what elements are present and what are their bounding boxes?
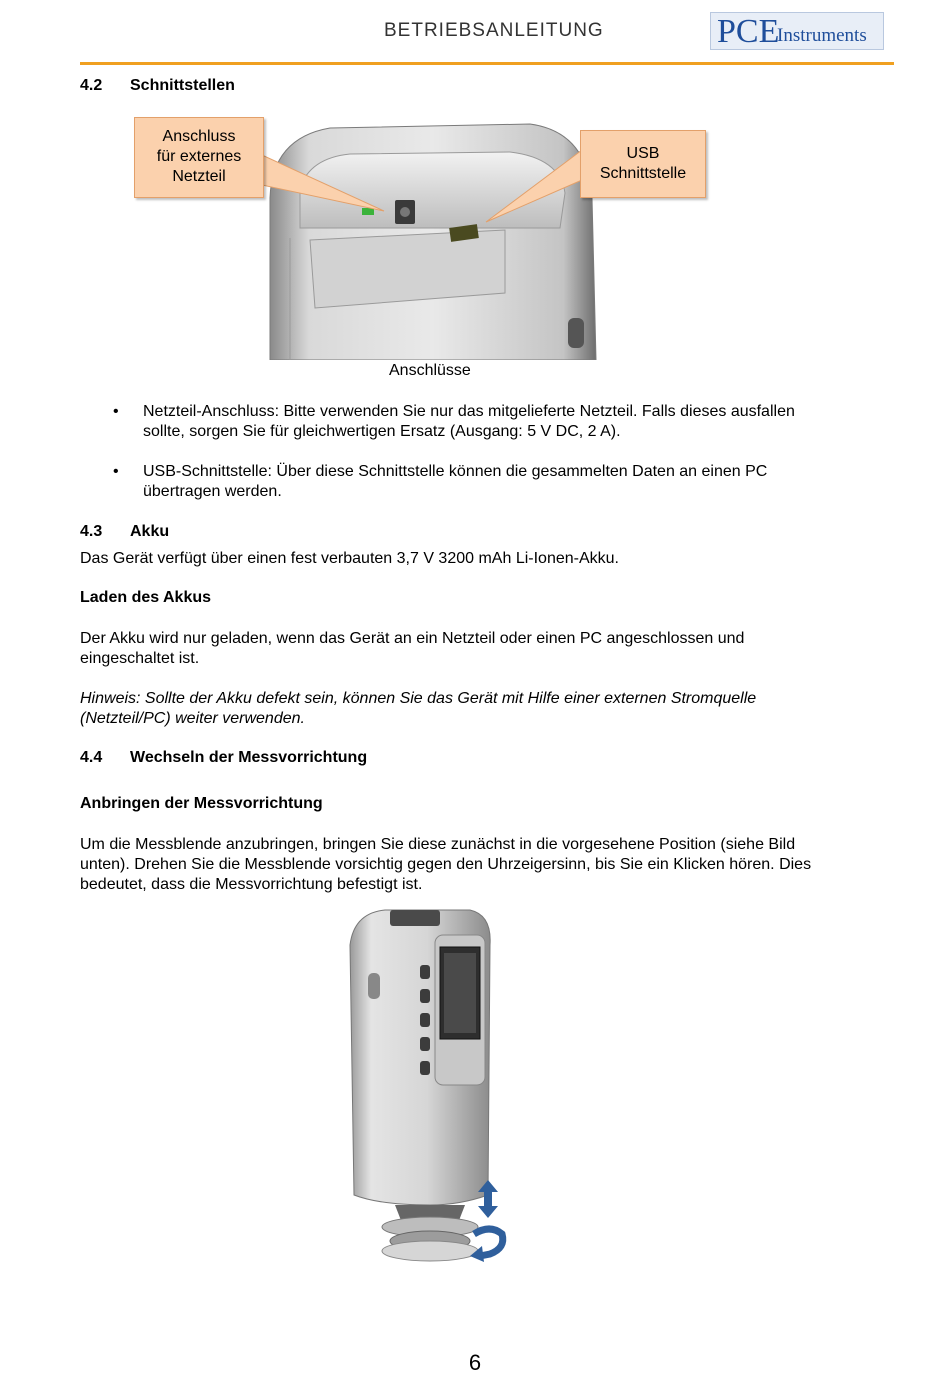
rotate-arrows-icon [466, 1178, 510, 1262]
section-number: 4.3 [80, 523, 103, 540]
bullet-line: sollte, sorgen Sie für gleichwertigen Ersatz (Ausgang: 5 V DC, 2 A). [143, 423, 621, 440]
callout-line: Anschluss [162, 128, 236, 145]
bullet-item [113, 402, 883, 442]
charging-paragraph [80, 629, 890, 669]
callout-line: Netzteil [172, 168, 226, 185]
section-heading-4-4 [80, 749, 367, 767]
section-title: Wechseln der Messvorrichtung [130, 749, 368, 766]
subheading-charging: Laden des Akkus [80, 589, 212, 606]
section-heading-4-3 [80, 523, 169, 541]
text-line: (Netzteil/PC) weiter verwenden. [80, 710, 305, 727]
text-line: Um die Messblende anzubringen, bringen Sie diese zunächst in die vorgesehene Position (siehe Bild [80, 836, 796, 853]
callout-line: USB [626, 145, 660, 162]
bullet-item [113, 462, 883, 502]
page-number: 6 [468, 1350, 482, 1375]
battery-note [80, 689, 890, 729]
bullet-line: übertragen werden. [143, 483, 282, 500]
section-title: Schnittstellen [130, 77, 235, 94]
callout-power-connector [134, 117, 264, 198]
text-line: Hinweis: Sollte der Akku defekt sein, können Sie das Gerät mit Hilfe einer externen Stromquelle [80, 690, 757, 707]
bullet-line: Netzteil-Anschluss: Bitte verwenden Sie nur das mitgelieferte Netzteil. Falls dieses ausfallen [143, 403, 795, 420]
logo-pce-text: PCE [717, 13, 780, 50]
section-number: 4.2 [80, 77, 103, 94]
document-header-title: BETRIEBSANLEITUNG [384, 20, 604, 41]
text-line: bedeutet, dass die Messvorrichtung befestigt ist. [80, 876, 423, 893]
callout-usb-interface [580, 130, 706, 198]
text-line: unten). Drehen Sie die Messblende vorsichtig gegen den Uhrzeigersinn, bis Sie ein Klicken hören. Dies [80, 856, 812, 873]
callout-line: Schnittstelle [599, 165, 687, 182]
logo-instruments-text: Instruments [777, 25, 867, 46]
text-line: eingeschaltet ist. [80, 650, 200, 667]
text-line: Der Akku wird nur geladen, wenn das Gerät an ein Netzteil oder einen PC angeschlossen und [80, 630, 745, 647]
bullet-icon: • [113, 463, 119, 480]
callout-line: für externes [156, 148, 242, 165]
bullet-icon: • [113, 403, 119, 420]
section-number: 4.4 [80, 749, 103, 766]
bullet-line: USB-Schnittstelle: Über diese Schnittstelle können die gesammelten Daten an einen PC [143, 463, 768, 480]
section-title: Akku [130, 523, 170, 540]
subheading-attaching: Anbringen der Messvorrichtung [80, 795, 323, 812]
attaching-paragraph [80, 835, 900, 895]
battery-description: Das Gerät verfügt über einen fest verbauten 3,7 V 3200 mAh Li-Ionen-Akku. [80, 550, 619, 567]
figure-caption: Anschlüsse [389, 362, 471, 379]
